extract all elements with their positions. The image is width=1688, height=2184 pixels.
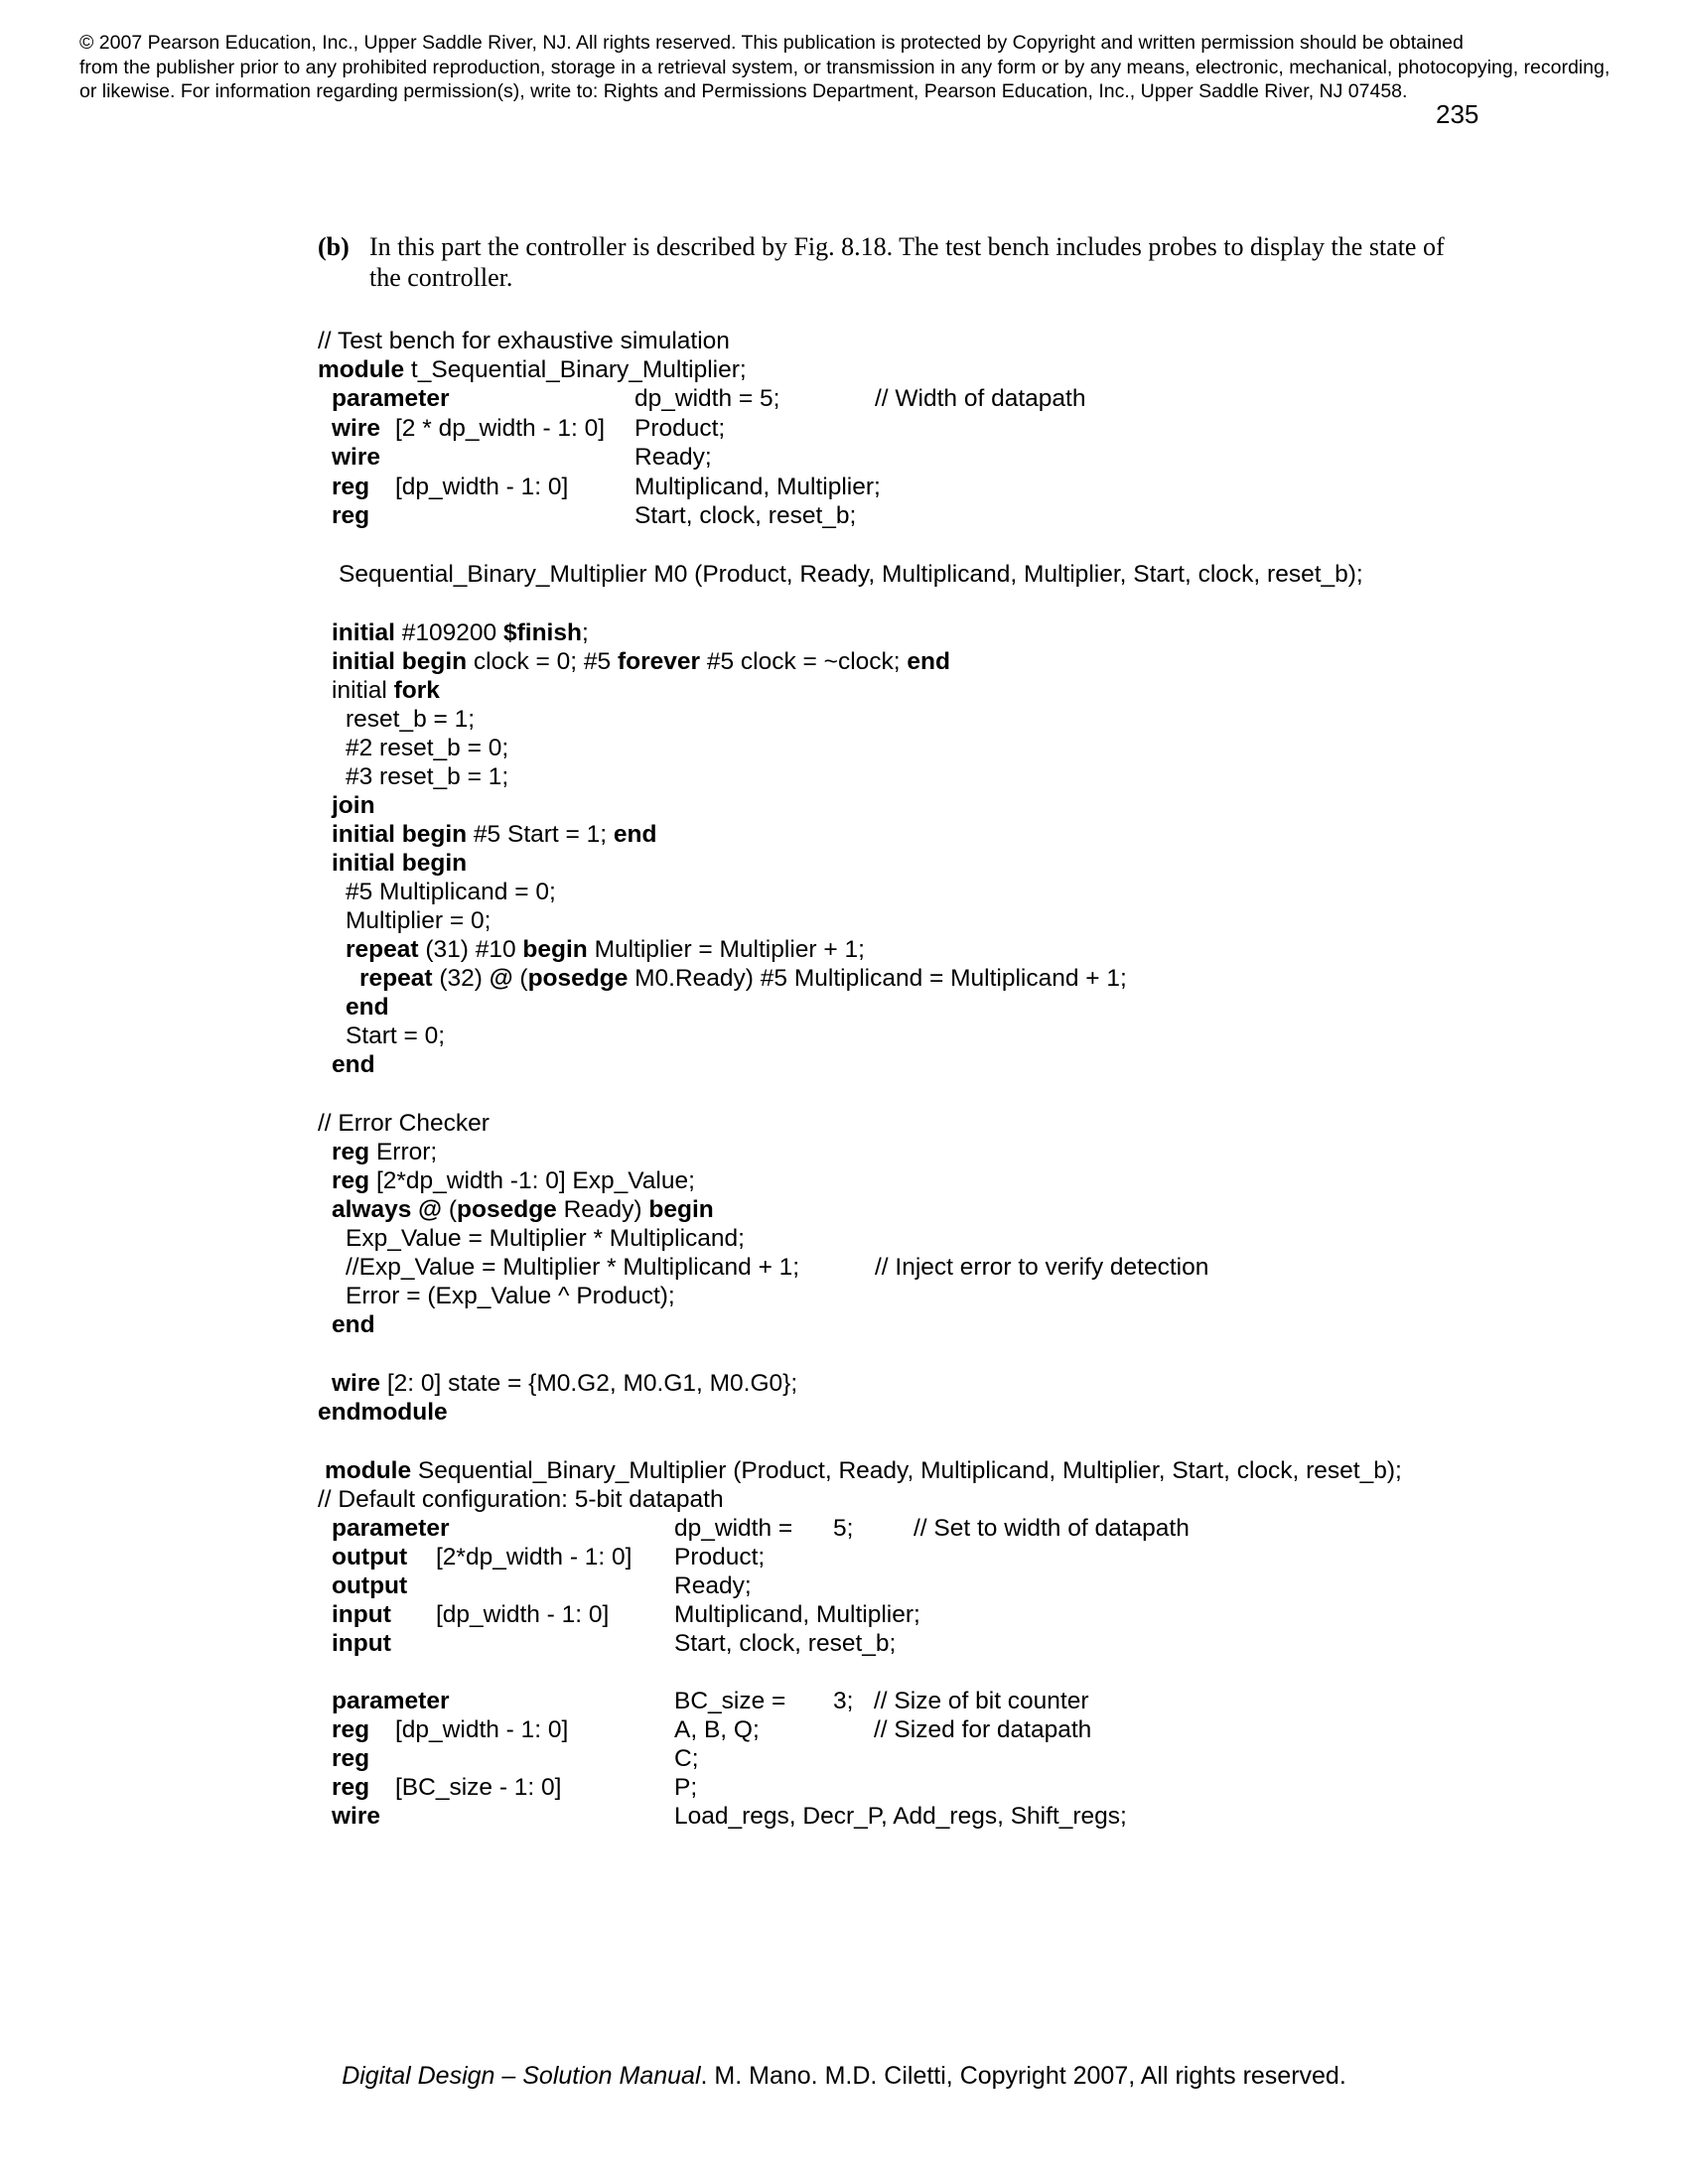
copyright-line: © 2007 Pearson Education, Inc., Upper Saddle River, NJ. All rights reserved. This publication is protected by Copyright and written permission should be obtained xyxy=(79,32,1464,54)
intro-paragraph xyxy=(318,231,1460,293)
code-line: input [dp_width - 1: 0] Multiplicand, Multiplier; xyxy=(332,1601,920,1628)
code-line: reg C; xyxy=(332,1745,699,1772)
footer-title: Digital Design – Solution Manual xyxy=(342,2062,701,2090)
code-line: parameter dp_width = 5; // Set to width of datapath xyxy=(332,1515,1190,1542)
code-line: reg Error; xyxy=(332,1139,438,1165)
code-comment: // Default configuration: 5-bit datapath xyxy=(318,1486,724,1513)
code-line: reg [dp_width - 1: 0] A, B, Q; // Sized for datapath xyxy=(332,1716,1092,1743)
code-comment: // Error Checker xyxy=(318,1110,490,1137)
intro-text: In this part the controller is described by Fig. 8.18. The test bench includes probes to display the state of the controller. xyxy=(369,232,1445,292)
code-line: output [2*dp_width - 1: 0] Product; xyxy=(332,1544,766,1570)
code-line: end xyxy=(332,1311,375,1338)
code-line: repeat (31) #10 begin Multiplier = Multiplier + 1; xyxy=(346,936,865,963)
code-line: parameter BC_size = 3; // Size of bit counter xyxy=(332,1688,1089,1714)
code-line: reg [2*dp_width -1: 0] Exp_Value; xyxy=(332,1167,695,1194)
code-line: output Ready; xyxy=(332,1572,752,1599)
code-line: wire Ready; xyxy=(332,444,712,471)
code-line: initial #109200 $finish; xyxy=(332,619,589,646)
code-line: reg [BC_size - 1: 0] P; xyxy=(332,1774,698,1801)
code-line: #3 reset_b = 1; xyxy=(346,763,509,790)
code-line: Error = (Exp_Value ^ Product); xyxy=(346,1283,675,1309)
code-line: Sequential_Binary_Multiplier M0 (Product, Ready, Multiplicand, Multiplier, Start, clock, reset_b); xyxy=(339,561,1363,588)
code-line: parameter dp_width = 5; // Width of datapath xyxy=(332,385,1086,412)
code-line: initial begin xyxy=(332,850,468,877)
code-line: #5 Multiplicand = 0; xyxy=(346,879,556,905)
page-number: 235 xyxy=(1436,99,1479,129)
code-line: reg Start, clock, reset_b; xyxy=(332,502,857,529)
copyright-line: from the publisher prior to any prohibited reproduction, storage in a retrieval system, or transmission in any form or by any means, electronic, mechanical, photocopying, recording, xyxy=(79,56,1611,78)
code-line: always @ (posedge Ready) begin xyxy=(332,1196,714,1223)
code-line: Multiplier = 0; xyxy=(346,907,492,934)
part-label: (b) xyxy=(318,232,350,261)
code-line: wire [2 * dp_width - 1: 0] Product; xyxy=(332,415,726,442)
code-line: //Exp_Value = Multiplier * Multiplicand + 1; // Inject error to verify detection xyxy=(346,1254,1209,1281)
code-line: module Sequential_Binary_Multiplier (Product, Ready, Multiplicand, Multiplier, Start, clock, reset_b); xyxy=(325,1457,1402,1484)
code-line: end xyxy=(332,1051,375,1078)
copyright-line: or likewise. For information regarding permission(s), write to: Rights and Permissions Department, Pearson Education, Inc., Upper Saddle River, NJ 07458. xyxy=(79,80,1408,102)
code-line: endmodule xyxy=(318,1399,448,1426)
code-line: module t_Sequential_Binary_Multiplier; xyxy=(318,356,747,383)
code-line: wire Load_regs, Decr_P, Add_regs, Shift_regs; xyxy=(332,1803,1127,1830)
copyright-notice xyxy=(79,31,1628,104)
code-line: initial begin clock = 0; #5 forever #5 clock = ~clock; end xyxy=(332,648,950,675)
code-line: end xyxy=(346,994,389,1021)
code-line: join xyxy=(332,792,375,819)
footer-credit: . M. Mano. M.D. Ciletti, Copyright 2007, All rights reserved. xyxy=(700,2062,1346,2090)
code-line: initial fork xyxy=(332,677,440,704)
code-line: repeat (32) @ (posedge M0.Ready) #5 Multiplicand = Multiplicand + 1; xyxy=(359,965,1127,992)
code-line: Start = 0; xyxy=(346,1023,446,1049)
code-line: initial begin #5 Start = 1; end xyxy=(332,821,657,848)
code-line: reset_b = 1; xyxy=(346,706,476,733)
code-line: #2 reset_b = 0; xyxy=(346,735,509,761)
code-line: Exp_Value = Multiplier * Multiplicand; xyxy=(346,1225,745,1252)
code-line: input Start, clock, reset_b; xyxy=(332,1630,897,1657)
code-comment: // Test bench for exhaustive simulation xyxy=(318,328,730,354)
code-line: wire [2: 0] state = {M0.G2, M0.G1, M0.G0}; xyxy=(332,1370,798,1397)
code-line: reg [dp_width - 1: 0] Multiplicand, Multiplier; xyxy=(332,474,881,500)
page-footer xyxy=(0,2062,1688,2091)
